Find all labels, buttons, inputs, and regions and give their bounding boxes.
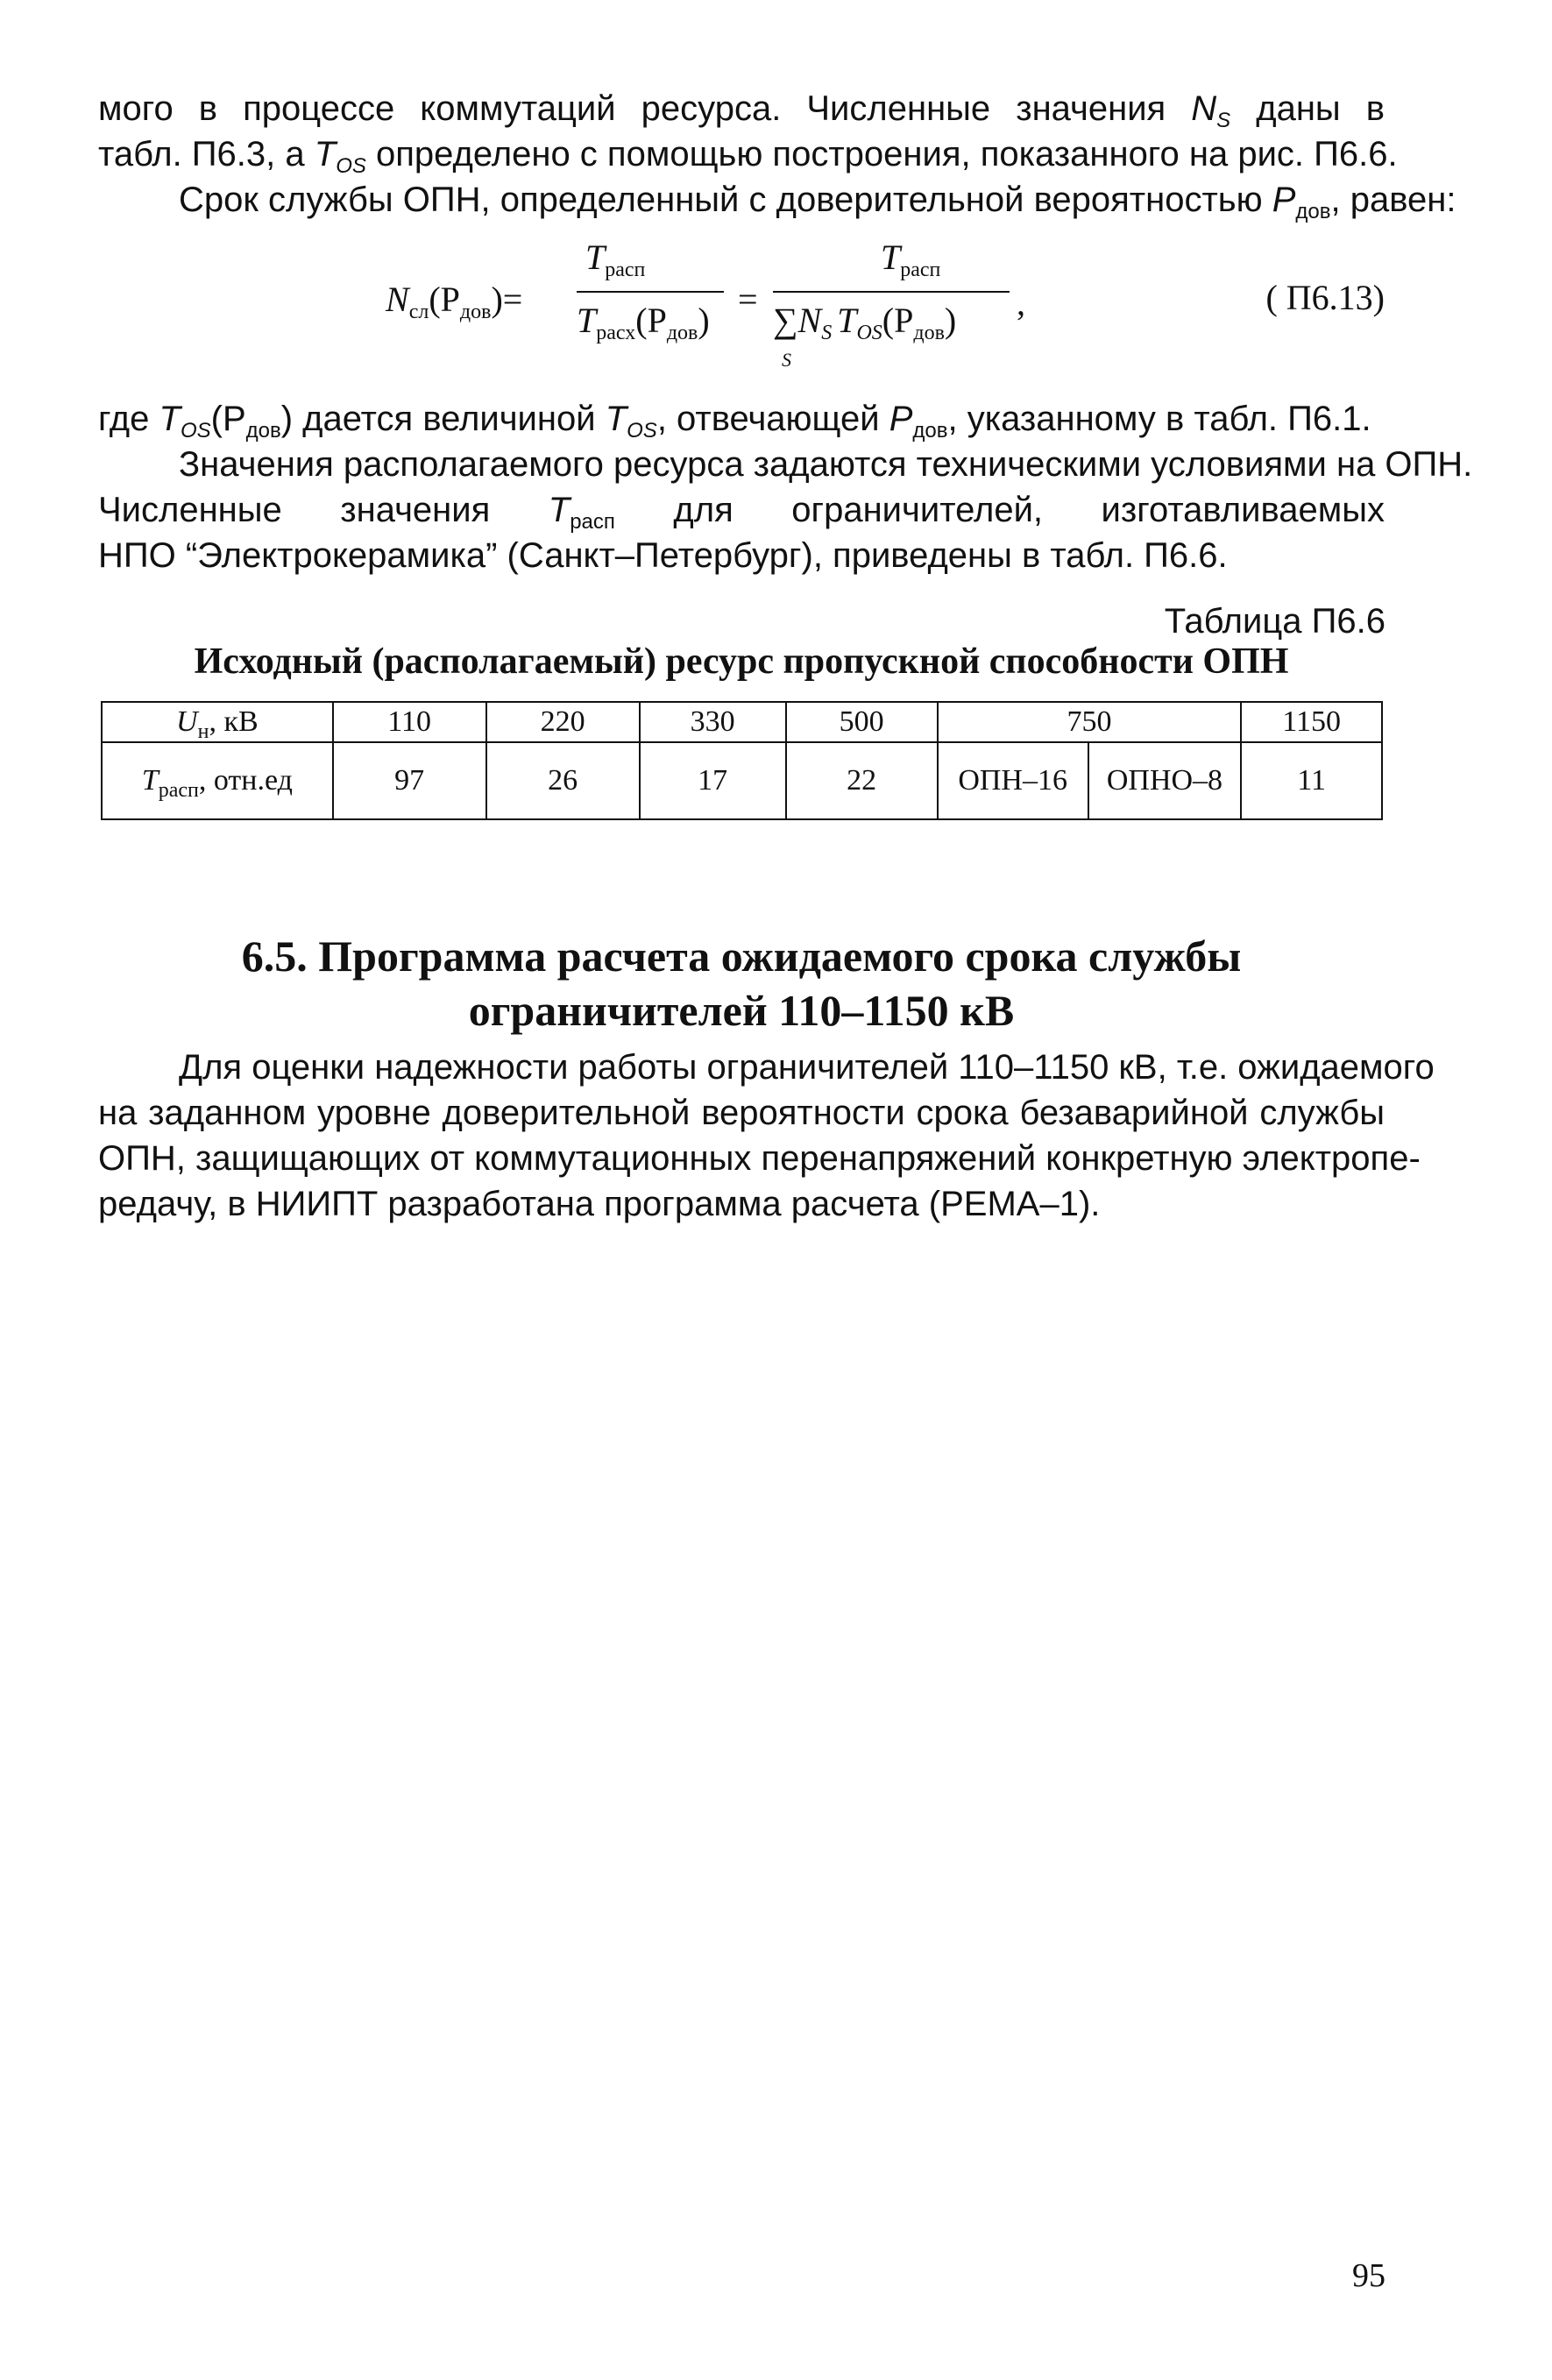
intro-line-1: мого в процессе коммутаций ресурса. Численные значения $N_S$ даны в: [98, 89, 1385, 132]
section-paragraph-line-2: на заданном уровне доверительной вероятности срока безаварийной службы: [98, 1094, 1385, 1132]
table-caption: Таблица П6.6: [1164, 602, 1385, 641]
fraction-line-1: [577, 291, 724, 293]
resource-cell: 11: [1241, 742, 1382, 819]
resource-cell: ОПНО–8: [1088, 742, 1242, 819]
formula-denominator-2: $\sum N_S$ $T_{OS}(P_{дов})$: [773, 301, 957, 344]
row-header-resource: $T_{расп}$, отн.ед: [102, 742, 333, 819]
fraction-line-2: [773, 291, 1010, 293]
voltage-cell: 220: [486, 702, 640, 742]
section-paragraph-line-1: Для оценки надежности работы ограничителей 110–1150 кВ, т.е. ожидаемого: [179, 1048, 1435, 1087]
row-header-voltage: $U_н$, кВ: [102, 702, 333, 742]
explain-line-3: Численные значения $T_{расп}$ для ограничителей, изготавливаемых: [98, 491, 1385, 534]
explain-line-1: где $T_{OS}(P_{дов})$ дается величиной $T_{OS}$, отвечающей $P_{дов}$, указанному в табл. П6.1.: [98, 400, 1371, 443]
resource-cell: 17: [640, 742, 786, 819]
resource-cell: ОПН–16: [938, 742, 1088, 819]
formula-equals: =: [738, 280, 758, 319]
resource-table: [101, 701, 1383, 820]
formula-p6-13: [386, 237, 1385, 386]
intro-line-3: Срок службы ОПН, определенный с доверительной вероятностью $P_{дов}$, равен:: [179, 181, 1456, 223]
section-paragraph-line-3: ОПН, защищающих от коммутационных перенапряжений конкретную электропе-: [98, 1139, 1421, 1178]
page-number: 95: [1352, 2257, 1385, 2294]
table-row-resource: [102, 742, 1382, 819]
explain-line-4: НПО “Электрокерамика” (Санкт–Петербург), приведены в табл. П6.6.: [98, 536, 1228, 575]
table-row-voltage: [102, 702, 1382, 742]
formula-comma: ,: [1017, 283, 1025, 322]
section-paragraph-line-4: редачу, в НИИПТ разработана программа расчета (РЕМА–1).: [98, 1185, 1101, 1223]
section-heading-line-2: ограничителей 110–1150 кВ: [468, 986, 1015, 1035]
section-heading-line-1: 6.5. Программа расчета ожидаемого срока службы: [241, 931, 1242, 981]
resource-cell: 97: [333, 742, 486, 819]
intro-line-2: табл. П6.3, а $T_{OS}$ определено с помощью построения, показанного на рис. П6.6.: [98, 135, 1398, 178]
formula-denominator-1: $T_{расх}(P_{дов})$: [577, 301, 710, 344]
resource-cell: 22: [786, 742, 938, 819]
formula-numerator-2: $T_{расп}$: [881, 237, 941, 281]
voltage-cell: 110: [333, 702, 486, 742]
formula-numerator-1: $T_{расп}$: [585, 237, 646, 281]
resource-cell: 26: [486, 742, 640, 819]
voltage-cell: 330: [640, 702, 786, 742]
formula-number: ( П6.13): [1265, 278, 1385, 317]
voltage-cell: 1150: [1241, 702, 1382, 742]
voltage-cell: 750: [938, 702, 1242, 742]
formula-lhs: $N_{сл}(P_{дов})=$: [386, 280, 523, 323]
explain-line-2: Значения располагаемого ресурса задаются техническими условиями на ОПН.: [179, 445, 1473, 484]
table-title: Исходный (располагаемый) ресурс пропускной способности ОПН: [194, 641, 1289, 682]
voltage-cell: 500: [786, 702, 938, 742]
sum-index: S: [782, 349, 791, 371]
